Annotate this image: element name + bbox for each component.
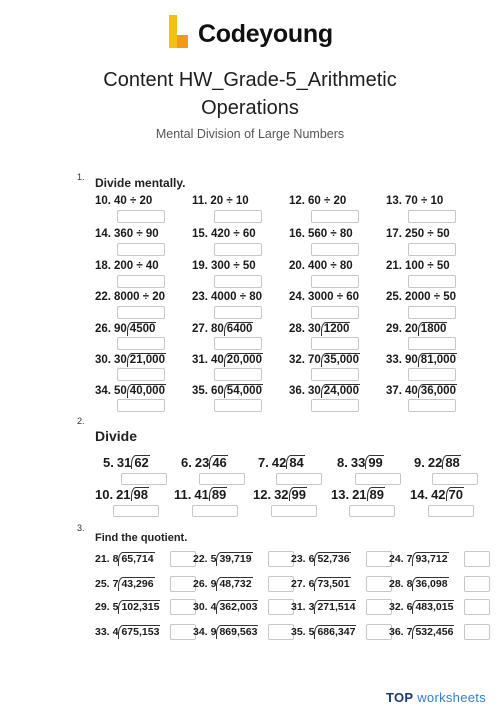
long-division: [114, 322, 156, 336]
problem-number: 29.: [95, 601, 110, 613]
codeyoung-logo: [166, 14, 336, 54]
answer-box[interactable]: [117, 306, 165, 319]
divisor: 42: [431, 487, 446, 502]
problem-number: 29.: [386, 323, 402, 335]
problem-section3-4: [389, 552, 449, 566]
answer-box[interactable]: [214, 243, 262, 256]
dividend: 686,347: [314, 625, 356, 639]
answer-box[interactable]: [311, 243, 359, 256]
divisor: 7: [406, 626, 413, 638]
long-division: [194, 487, 227, 502]
section2-heading: Divide: [95, 428, 138, 444]
problem-number: 28.: [389, 578, 404, 590]
dividend: 93,712: [412, 552, 448, 566]
question-number-3: 3.: [77, 523, 85, 533]
footer-brand-rest: worksheets: [413, 690, 486, 705]
problem-number: 21.: [386, 260, 402, 272]
problem-section1-13: [95, 291, 165, 303]
problem-number: 33.: [95, 626, 110, 638]
long-division: [407, 600, 455, 614]
divisor: 4: [112, 626, 119, 638]
divisor: 23: [194, 455, 210, 470]
problem-number: 30.: [95, 354, 111, 366]
answer-box[interactable]: [311, 399, 359, 412]
problem-number: 21.: [95, 553, 110, 565]
topworksheets-brand: [386, 690, 486, 705]
answer-box[interactable]: [214, 275, 262, 288]
long-division: [407, 552, 449, 566]
dividend: 40,000: [127, 384, 166, 398]
problem-number: 24.: [289, 291, 305, 303]
problem-number: 11.: [174, 487, 192, 502]
dividend: 43,296: [118, 577, 154, 591]
problem-section1-4: [386, 195, 443, 207]
answer-box[interactable]: [214, 306, 262, 319]
answer-box[interactable]: [311, 368, 359, 381]
page-subtitle: Mental Division of Large Numbers: [155, 127, 345, 141]
division-expression: 400 ÷ 80: [308, 260, 353, 272]
division-expression: 3000 ÷ 60: [308, 291, 360, 303]
divisor: 22: [427, 455, 443, 470]
problem-number: 33.: [386, 354, 402, 366]
answer-box[interactable]: [214, 368, 262, 381]
problem-number: 22.: [193, 553, 208, 565]
problem-section1-16: [386, 291, 456, 303]
answer-box[interactable]: [408, 337, 456, 350]
division-expression: 360 ÷ 90: [114, 228, 159, 240]
problem-section1-15: [289, 291, 359, 303]
problem-number: 10.: [95, 195, 111, 207]
problem-number: 31.: [192, 354, 208, 366]
answer-box[interactable]: [311, 275, 359, 288]
dividend: 532,456: [412, 625, 454, 639]
dividend: 675,153: [118, 625, 160, 639]
divisor: 7: [112, 578, 119, 590]
question-number-2: 2.: [77, 416, 85, 426]
answer-box[interactable]: [349, 505, 395, 517]
page-title: [0, 66, 500, 122]
long-division: [309, 577, 351, 591]
answer-box[interactable]: [311, 210, 359, 223]
divisor: 32: [274, 487, 289, 502]
division-expression: 40 ÷ 20: [114, 195, 153, 207]
dividend: 62: [131, 455, 149, 469]
dividend: 36,098: [412, 577, 448, 591]
problem-number: 17.: [386, 228, 402, 240]
divisor: 40: [211, 354, 224, 366]
problem-section3-2: [193, 552, 253, 566]
long-division: [211, 552, 253, 566]
dividend: 52,736: [314, 552, 350, 566]
long-division: [117, 455, 150, 470]
title-line-2: Operations: [201, 97, 299, 119]
problem-number: 37.: [386, 385, 402, 397]
long-division: [352, 487, 385, 502]
problem-number: 31.: [291, 601, 306, 613]
problem-number: 5.: [103, 455, 114, 470]
problem-section3-9: [95, 600, 160, 614]
divisor: 6: [308, 578, 315, 590]
division-expression: 20 ÷ 10: [210, 195, 249, 207]
answer-box[interactable]: [408, 306, 456, 319]
problem-number: 19.: [192, 260, 208, 272]
divisor: 60: [211, 385, 224, 397]
footer-brand-top: TOP: [385, 690, 414, 705]
answer-box[interactable]: [199, 473, 245, 485]
dividend: 483,015: [412, 600, 454, 614]
long-division: [211, 353, 263, 367]
problem-section1-21: [95, 353, 166, 367]
problem-number: 34.: [193, 626, 208, 638]
problem-section2-7: [174, 487, 227, 502]
answer-box[interactable]: [214, 399, 262, 412]
dividend: 6400: [224, 322, 254, 336]
dividend: 70: [446, 487, 464, 501]
problem-section1-2: [192, 195, 249, 207]
problem-number: 11.: [192, 195, 208, 207]
problem-number: 35.: [291, 626, 306, 638]
problem-section1-10: [192, 260, 256, 272]
problem-section3-7: [291, 577, 351, 591]
division-expression: 8000 ÷ 20: [114, 291, 166, 303]
problem-section1-5: [95, 228, 159, 240]
problem-section1-23: [289, 353, 360, 367]
problem-section3-12: [389, 600, 454, 614]
problem-section1-27: [289, 384, 360, 398]
problem-section3-3: [291, 552, 351, 566]
problem-number: 36.: [289, 385, 305, 397]
problem-number: 15.: [192, 228, 208, 240]
divisor: 70: [308, 354, 321, 366]
problem-section2-4: [337, 455, 384, 470]
dividend: 869,563: [216, 625, 258, 639]
answer-box[interactable]: [464, 599, 490, 615]
problem-section3-5: [95, 577, 155, 591]
dividend: 102,315: [118, 600, 160, 614]
divisor: 21: [116, 487, 131, 502]
divisor: 31: [116, 455, 132, 470]
problem-number: 26.: [193, 578, 208, 590]
divisor: 90: [405, 354, 418, 366]
problem-section2-3: [258, 455, 305, 470]
answer-box[interactable]: [276, 473, 322, 485]
long-division: [308, 353, 360, 367]
problem-section1-12: [386, 260, 450, 272]
dividend: 89: [209, 487, 227, 501]
problem-section2-8: [253, 487, 307, 502]
answer-box[interactable]: [113, 505, 159, 517]
long-division: [195, 455, 228, 470]
long-division: [114, 384, 166, 398]
problem-section2-5: [414, 455, 461, 470]
long-division: [309, 552, 351, 566]
divisor: 50: [114, 385, 127, 397]
division-expression: 4000 ÷ 80: [211, 291, 263, 303]
dividend: 89: [367, 487, 385, 501]
section3-heading: Find the quotient.: [95, 532, 188, 544]
problem-number: 23.: [291, 553, 306, 565]
problem-section3-14: [193, 625, 258, 639]
dividend: 81,000: [418, 353, 457, 367]
problem-number: 35.: [192, 385, 208, 397]
division-expression: 420 ÷ 60: [211, 228, 256, 240]
division-expression: 200 ÷ 40: [114, 260, 159, 272]
problem-number: 8.: [337, 455, 348, 470]
long-division: [113, 552, 155, 566]
problem-section3-13: [95, 625, 160, 639]
problem-number: 25.: [95, 578, 110, 590]
problem-section1-8: [386, 228, 450, 240]
long-division: [405, 322, 447, 336]
answer-box[interactable]: [464, 576, 490, 592]
problem-section1-7: [289, 228, 353, 240]
divisor: 5: [210, 553, 217, 565]
divisor: 30: [308, 385, 321, 397]
long-division: [351, 455, 384, 470]
divisor: 7: [406, 553, 413, 565]
answer-box[interactable]: [355, 473, 401, 485]
dividend: 54,000: [224, 384, 263, 398]
problem-number: 26.: [95, 323, 111, 335]
divisor: 5: [308, 626, 315, 638]
answer-box[interactable]: [428, 505, 474, 517]
dividend: 73,501: [314, 577, 350, 591]
problem-number: 27.: [192, 323, 208, 335]
problem-section3-10: [193, 600, 258, 614]
problem-number: 32.: [289, 354, 305, 366]
problem-number: 14.: [410, 487, 429, 502]
dividend: 362,003: [216, 600, 258, 614]
problem-number: 13.: [331, 487, 350, 502]
problem-number: 22.: [95, 291, 111, 303]
long-division: [309, 600, 357, 614]
problem-number: 20.: [289, 260, 305, 272]
dividend: 1800: [418, 322, 448, 336]
answer-box[interactable]: [117, 275, 165, 288]
problem-section2-9: [331, 487, 385, 502]
dividend: 35,000: [321, 353, 360, 367]
long-division: [113, 600, 161, 614]
division-expression: 300 ÷ 50: [211, 260, 256, 272]
dividend: 46: [209, 455, 227, 469]
divisor: 4: [210, 601, 217, 613]
answer-box[interactable]: [408, 275, 456, 288]
answer-box[interactable]: [117, 210, 165, 223]
dividend: 21,000: [127, 353, 166, 367]
divisor: 90: [114, 323, 127, 335]
problem-number: 16.: [289, 228, 305, 240]
problem-section2-6: [95, 487, 149, 502]
dividend: 98: [131, 487, 149, 501]
dividend: 4500: [127, 322, 157, 336]
problem-number: 18.: [95, 260, 111, 272]
problem-section3-8: [389, 577, 449, 591]
divisor: 20: [405, 323, 418, 335]
problem-number: 12.: [289, 195, 305, 207]
long-division: [407, 577, 449, 591]
problem-section1-14: [192, 291, 262, 303]
answer-box[interactable]: [408, 368, 456, 381]
dividend: 99: [289, 487, 307, 501]
problem-number: 36.: [389, 626, 404, 638]
long-division: [407, 625, 455, 639]
dividend: 36,000: [418, 384, 457, 398]
problem-section1-25: [95, 384, 166, 398]
problem-section3-11: [291, 600, 356, 614]
divisor: 30: [114, 354, 127, 366]
problem-section1-9: [95, 260, 159, 272]
long-division: [428, 455, 461, 470]
problem-number: 7.: [258, 455, 269, 470]
problem-section3-1: [95, 552, 155, 566]
answer-box[interactable]: [408, 399, 456, 412]
problem-section1-6: [192, 228, 256, 240]
long-division: [211, 600, 259, 614]
divisor: 33: [350, 455, 366, 470]
problem-number: 13.: [386, 195, 402, 207]
problem-section3-15: [291, 625, 356, 639]
dividend: 65,714: [118, 552, 154, 566]
long-division: [274, 487, 307, 502]
dividend: 20,000: [224, 353, 263, 367]
problem-section1-24: [386, 353, 457, 367]
problem-section1-11: [289, 260, 353, 272]
answer-box[interactable]: [117, 337, 165, 350]
problem-number: 34.: [95, 385, 111, 397]
divisor: 42: [271, 455, 287, 470]
dividend: 271,514: [314, 600, 356, 614]
problem-number: 28.: [289, 323, 305, 335]
answer-box[interactable]: [432, 473, 478, 485]
division-expression: 560 ÷ 80: [308, 228, 353, 240]
divisor: 40: [405, 385, 418, 397]
division-expression: 70 ÷ 10: [405, 195, 444, 207]
divisor: 41: [194, 487, 209, 502]
codeyoung-logo-icon: [166, 14, 190, 50]
long-division: [211, 322, 253, 336]
dividend: 24,000: [321, 384, 360, 398]
problem-number: 24.: [389, 553, 404, 565]
problem-section1-26: [192, 384, 263, 398]
divisor: 3: [308, 601, 315, 613]
answer-box[interactable]: [117, 243, 165, 256]
problem-section1-18: [192, 322, 253, 336]
answer-box[interactable]: [408, 243, 456, 256]
divisor: 8: [112, 553, 119, 565]
long-division: [308, 322, 350, 336]
problem-section2-10: [410, 487, 464, 502]
problem-section3-16: [389, 625, 454, 639]
long-division: [272, 455, 305, 470]
dividend: 1200: [321, 322, 351, 336]
answer-box[interactable]: [192, 505, 238, 517]
long-division: [309, 625, 357, 639]
problem-section1-17: [95, 322, 156, 336]
dividend: 39,719: [216, 552, 252, 566]
problem-section1-3: [289, 195, 346, 207]
problem-number: 6.: [181, 455, 192, 470]
answer-box[interactable]: [117, 368, 165, 381]
answer-box[interactable]: [214, 210, 262, 223]
divisor: 6: [406, 601, 413, 613]
problem-number: 14.: [95, 228, 111, 240]
problem-section1-22: [192, 353, 263, 367]
answer-box[interactable]: [464, 551, 490, 567]
divisor: 9: [210, 626, 217, 638]
problem-number: 23.: [192, 291, 208, 303]
divisor: 21: [352, 487, 367, 502]
answer-box[interactable]: [464, 624, 490, 640]
division-expression: 60 ÷ 20: [308, 195, 347, 207]
answer-box[interactable]: [271, 505, 317, 517]
long-division: [405, 353, 457, 367]
problem-number: 10.: [95, 487, 114, 502]
answer-box[interactable]: [214, 337, 262, 350]
long-division: [211, 384, 263, 398]
problem-number: 25.: [386, 291, 402, 303]
divisor: 9: [210, 578, 217, 590]
problem-number: 30.: [193, 601, 208, 613]
problem-section1-1: [95, 195, 152, 207]
long-division: [431, 487, 464, 502]
long-division: [113, 625, 161, 639]
long-division: [308, 384, 360, 398]
answer-box[interactable]: [121, 473, 167, 485]
problem-section1-19: [289, 322, 350, 336]
answer-box[interactable]: [311, 337, 359, 350]
problem-section2-2: [181, 455, 228, 470]
divisor: 6: [308, 553, 315, 565]
long-division: [113, 577, 155, 591]
problem-section2-1: [103, 455, 150, 470]
dividend: 88: [442, 455, 460, 469]
divisor: 8: [406, 578, 413, 590]
division-expression: 250 ÷ 50: [405, 228, 450, 240]
problem-number: 9.: [414, 455, 425, 470]
divisor: 30: [308, 323, 321, 335]
long-division: [116, 487, 149, 502]
dividend: 99: [365, 455, 383, 469]
answer-box[interactable]: [408, 210, 456, 223]
problem-number: 12.: [253, 487, 272, 502]
divisor: 5: [112, 601, 119, 613]
brand-name: Codeyoung: [198, 20, 333, 48]
answer-box[interactable]: [311, 306, 359, 319]
problem-section1-28: [386, 384, 457, 398]
divisor: 80: [211, 323, 224, 335]
long-division: [405, 384, 457, 398]
long-division: [114, 353, 166, 367]
problem-number: 32.: [389, 601, 404, 613]
section1-heading: Divide mentally.: [95, 176, 186, 190]
question-number-1: 1.: [77, 172, 85, 182]
long-division: [211, 577, 253, 591]
answer-box[interactable]: [117, 399, 165, 412]
title-line-1: Content HW_Grade-5_Arithmetic: [103, 69, 397, 91]
problem-section3-6: [193, 577, 253, 591]
problem-number: 27.: [291, 578, 306, 590]
problem-section1-20: [386, 322, 447, 336]
division-expression: 100 ÷ 50: [405, 260, 450, 272]
dividend: 48,732: [216, 577, 252, 591]
division-expression: 2000 ÷ 50: [405, 291, 457, 303]
dividend: 84: [286, 455, 304, 469]
long-division: [211, 625, 259, 639]
